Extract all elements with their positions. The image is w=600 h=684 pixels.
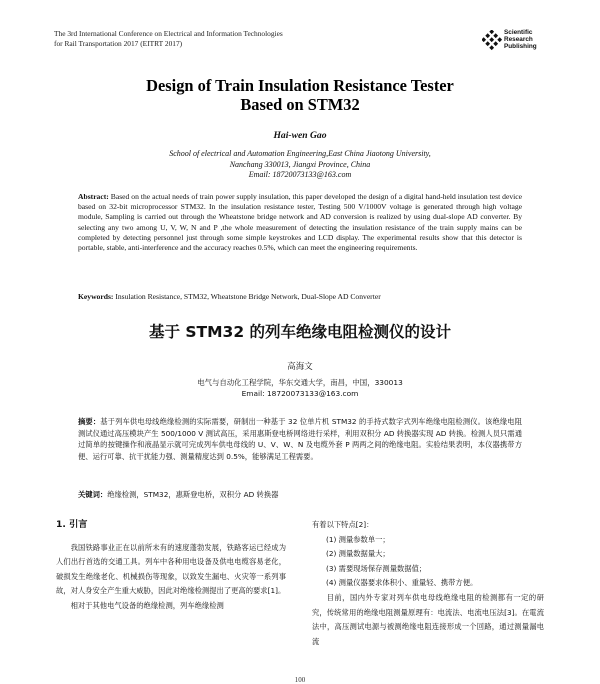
keywords-cn bbox=[78, 490, 522, 500]
diamond-dots-icon bbox=[482, 30, 502, 52]
publisher-line2: Research bbox=[504, 36, 533, 44]
intro-paragraph-1: 我国铁路事业正在以前所未有的速度蓬勃发展，铁路客运已经成为人们出行首选的交通工具。列车中各种用电设备及供电电缆容易老化，破损发生绝缘老化、机械损伤等现象，以致发生漏电、火灾等一系列事故，对人身安全产生重大威胁，因此对绝缘检测提出了更高的要求[1]。 bbox=[56, 542, 286, 596]
left-column bbox=[56, 518, 286, 614]
affiliation-cn-email: Email: 18720073133@163.com bbox=[241, 388, 359, 398]
affiliation-cn-line1: 电气与自动化工程学院，华东交通大学，南昌，中国，330013 bbox=[197, 378, 403, 387]
feature-item: (3) 需要现场保存测量数据值； bbox=[326, 563, 427, 573]
publisher-line3: Publishing bbox=[504, 43, 537, 51]
conference-header-line1: The 3rd International Conference on Electrical and Information Technologies bbox=[54, 29, 283, 38]
author-name-cn: 高海文 bbox=[287, 362, 313, 372]
abstract-en bbox=[78, 192, 522, 253]
affiliation-en bbox=[0, 149, 600, 181]
keywords-cn-text: 绝缘检测，STM32，惠斯登电桥，双积分 AD 转换器 bbox=[107, 490, 279, 499]
keywords-en bbox=[78, 292, 522, 302]
paper-title-en bbox=[0, 76, 600, 114]
section-heading: 1. 引言 bbox=[56, 519, 88, 530]
publisher-name bbox=[504, 29, 537, 51]
conference-header-line2: for Rail Transportation 2017 (EITRT 2017) bbox=[54, 39, 183, 48]
keywords-label: Keywords: bbox=[78, 292, 114, 301]
title-en-line1: Design of Train Insulation Resistance Tester bbox=[146, 76, 454, 95]
right-column bbox=[312, 518, 544, 649]
abstract-text: Based on the actual needs of train power supply insulation, this paper developed the design of a digital hand-held insulation test device based on 32-bit microprocessor STM32. In the insulation resistance tester, Testing 500 V/1000V voltage is generated through high voltage module, Sampling is carried out through the Wheatstone bridge network and AD conversion is realized by using dual-slope AD converter. By selecting any two among U, V, W, N and P ,the whole measurement of detecting the insulation resistance of the train supply mains can be completed by detecting personnel just through some simple keystrokes and LCD display. The experimental results show that this detector is portable, stable, anti-interference and the accuracy reaches 0.5%, which can meet the engineering requirements. bbox=[78, 192, 522, 253]
publisher-logo bbox=[482, 28, 552, 58]
keywords-cn-label: 关键词： bbox=[78, 490, 108, 499]
abstract-label: Abstract: bbox=[78, 192, 109, 201]
intro-paragraph-2: 相对于其他电气设备的绝缘检测，列车绝缘检测 bbox=[70, 600, 224, 610]
affiliation-cn bbox=[0, 378, 600, 399]
abstract-cn-label: 摘要： bbox=[78, 417, 101, 426]
abstract-cn bbox=[78, 416, 522, 462]
features-intro: 有着以下特点[2]： bbox=[312, 520, 374, 529]
feature-item: (1) 测量参数单一； bbox=[326, 534, 390, 544]
publisher-line1: Scientific bbox=[504, 29, 533, 36]
paper-title-cn: 基于 STM32 的列车绝缘电阻检测仪的设计 bbox=[148, 323, 452, 341]
affiliation-line1: School of electrical and Automation Engineering,East China Jiaotong University, bbox=[169, 149, 431, 158]
methods-paragraph: 目前，国内外专家对列车供电母线绝缘电阻的检测都有一定的研究，传统常用的绝缘电阻测量原理有：电流法、电流电压法[3]。在電流法中，高压测试电源与被测绝缘电阻连接形成一个回路，通过测量漏电流 bbox=[312, 592, 544, 646]
feature-item: (4) 测量仪器要求体积小、重量轻、携带方便。 bbox=[326, 578, 478, 588]
affiliation-email: Email: 18720073133@163.com bbox=[248, 170, 352, 179]
affiliation-line2: Nanchang 330013, Jiangxi Province, China bbox=[229, 159, 371, 169]
feature-item: (2) 测量数据量大； bbox=[326, 549, 390, 559]
conference-header bbox=[54, 29, 283, 49]
page-number: 100 bbox=[294, 676, 306, 684]
title-en-line2: Based on STM32 bbox=[240, 95, 360, 114]
abstract-cn-text: 基于列车供电母线绝缘检测的实际需要，研制出一种基于 32 位单片机 STM32 的手持式数字式列车绝缘电阻检测仪。该绝缘电阻测试仪通过高压模块产生 500/1000 V 测试高压，采用惠斯登电桥网络进行采样，利用双积分 AD 转换器实现 AD 转换。检测人员只需通过简单的按键操作和液晶显示就可完成列车供电母线的 U、V、W、N 及电缆外套 P 两两之间的绝缘电阻。实验结果表明，本仪器携带方便、运行可靠、抗干扰能力强、测量精度达到 0.5%，能够满足工程需要。 bbox=[78, 417, 522, 461]
keywords-text: Insulation Resistance, STM32, Wheatstone Bridge Network, Dual-Slope AD Converter bbox=[115, 292, 381, 301]
author-name: Hai-wen Gao bbox=[273, 130, 327, 141]
